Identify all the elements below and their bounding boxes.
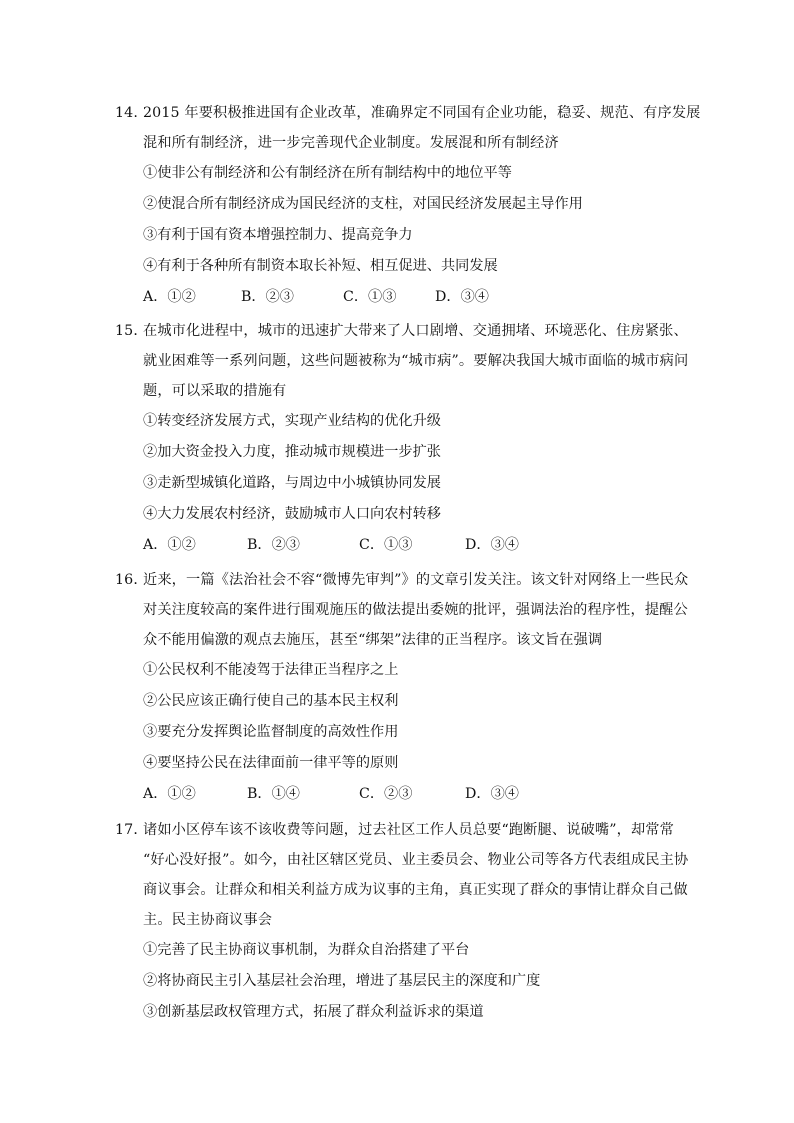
question-stem-line [115, 98, 701, 128]
option-1: ①完善了民主协商议事机制，为群众自治搭建了平台 [143, 942, 470, 958]
choice-c: C．①③ [343, 289, 397, 305]
choice-c: C．①③ [359, 537, 413, 553]
question-stem-text: 在城市化进程中，城市的迅速扩大带来了人口剧增、交通拥堵、环境恶化、住房紧张、 [143, 323, 688, 339]
question-stem-line: 对关注度较高的案件进行围观施压的做法提出委婉的批评，强调法治的程序性，提醒公 [143, 602, 688, 618]
answer-choices [115, 779, 695, 810]
option-2: ②公民应该正确行使自己的基本民主权利 [143, 693, 399, 709]
choice-a: A．①② [143, 289, 196, 305]
question-17 [115, 815, 695, 1028]
question-14 [115, 98, 701, 313]
choice-b: B．②③ [247, 537, 300, 553]
option-3: ③创新基层政权管理方式，拓展了群众利益诉求的渠道 [143, 1004, 484, 1020]
question-15 [115, 316, 695, 561]
choice-d: D．③④ [435, 289, 489, 305]
choice-a: A．①② [143, 537, 196, 553]
question-stem-line: 混和所有制经济，进一步完善现代企业制度。发展混和所有制经济 [143, 135, 559, 151]
question-stem-text: 近来，一篇《法治社会不容“微博先审判”》的文章引发关注。该文针对网络上一些民众 [143, 572, 689, 588]
option-3: ③要充分发挥舆论监督制度的高效性作用 [143, 724, 399, 740]
option-3: ③走新型城镇化道路，与周边中小城镇协同发展 [143, 475, 441, 491]
option-2: ②使混合所有制经济成为国民经济的支柱，对国民经济发展起主导作用 [143, 196, 583, 212]
question-number: 17． [115, 822, 148, 838]
question-stem-line [115, 815, 695, 845]
question-stem-line [115, 565, 695, 595]
answer-choices [115, 530, 695, 561]
choice-b: B．①④ [247, 786, 300, 802]
choice-a: A．①② [143, 786, 196, 802]
question-16 [115, 565, 695, 810]
choice-d: D．③④ [465, 537, 519, 553]
question-stem-line: 商议事会。让群众和相关利益方成为议事的主角，真正实现了群众的事情让群众自己做 [143, 882, 688, 898]
question-number: 16． [115, 572, 148, 588]
option-1: ①使非公有制经济和公有制经济在所有制结构中的地位平等 [143, 165, 512, 181]
question-stem-text: 诸如小区停车该不该收费等问题，过去社区工作人员总要“跑断腿、说破嘴”，却常常 [143, 822, 674, 838]
question-stem-line: 题，可以采取的措施有 [143, 383, 287, 399]
option-4: ④有利于各种所有制资本取长补短、相互促进、共同发展 [143, 258, 498, 274]
option-1: ①转变经济发展方式，实现产业结构的优化升级 [143, 413, 441, 429]
question-stem-text: 2015 年要积极推进国有企业改革，准确界定不同国有企业功能，稳妥、规范、有序发展 [143, 105, 701, 121]
question-stem-line: 众不能用偏激的观点去施压，甚至“绑架”法律的正当程序。该文旨在强调 [143, 632, 603, 648]
question-number: 15． [115, 323, 148, 339]
option-2: ②将协商民主引入基层社会治理，增进了基层民主的深度和广度 [143, 973, 541, 989]
option-3: ③有利于国有资本增强控制力、提高竞争力 [143, 227, 413, 243]
answer-choices [115, 282, 695, 313]
option-1: ①公民权利不能凌驾于法律正当程序之上 [143, 662, 399, 678]
question-stem-line: 主。民主协商议事会 [143, 912, 273, 928]
question-number: 14. [115, 105, 139, 121]
choice-d: D．③④ [465, 786, 519, 802]
option-4: ④要坚持公民在法律面前一律平等的原则 [143, 755, 399, 771]
option-2: ②加大资金投入力度，推动城市规模进一步扩张 [143, 444, 441, 460]
option-4: ④大力发展农村经济，鼓励城市人口向农村转移 [143, 506, 441, 522]
question-stem-line: “好心没好报”。如今，由社区辖区党员、业主委员会、物业公司等各方代表组成民主协 [143, 852, 689, 868]
question-stem-line [115, 316, 695, 346]
choice-c: C．②③ [359, 786, 413, 802]
question-stem-line: 就业困难等一系列问题，这些问题被称为“城市病”。要解决我国大城市面临的城市病问 [143, 353, 689, 369]
choice-b: B．②③ [241, 289, 294, 305]
